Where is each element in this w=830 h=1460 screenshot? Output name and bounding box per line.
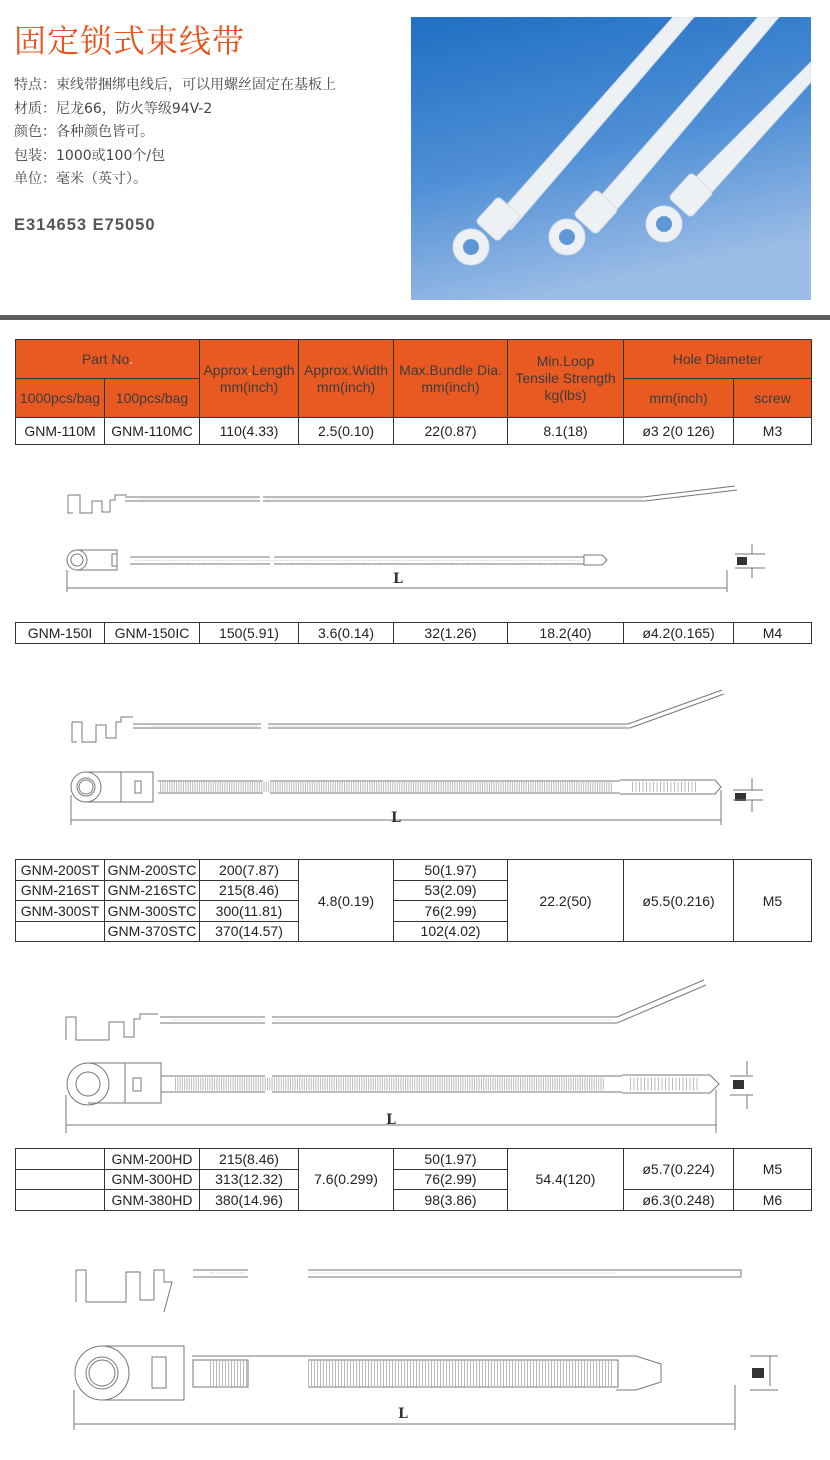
- screw: M5: [734, 1149, 812, 1190]
- spec-table-110: [15, 339, 812, 445]
- length: 200(7.87): [200, 860, 299, 881]
- hole: ø6.3(0.248): [624, 1190, 734, 1211]
- length-label: L: [398, 1406, 408, 1422]
- side-view: [72, 690, 724, 742]
- spec-list: [14, 74, 336, 192]
- length: 215(8.46): [200, 1149, 299, 1170]
- length: 380(14.96): [200, 1190, 299, 1211]
- section-divider: [0, 315, 830, 320]
- tensile: 54.4(120): [508, 1149, 624, 1211]
- length: 300(11.81): [200, 901, 299, 922]
- width: 7.6(0.299): [299, 1149, 394, 1211]
- side-view: [66, 980, 706, 1040]
- table-row: [16, 623, 812, 644]
- spec-feature: 特点：束线带捆绑电线后，可以用螺丝固定在基板上: [14, 77, 336, 93]
- part-1000: GNM-200ST: [16, 860, 105, 881]
- width: 2.5(0.10): [299, 418, 394, 445]
- part-1000: [16, 921, 105, 942]
- screw: M4: [734, 623, 812, 644]
- bundle: 98(3.86): [394, 1190, 508, 1211]
- spec-table-st: [15, 859, 812, 942]
- drawing-gnm-st: [0, 965, 830, 1140]
- length: 313(12.32): [200, 1169, 299, 1190]
- hole: ø3 2(0 126): [624, 418, 734, 445]
- length: 370(14.57): [200, 921, 299, 942]
- part-100: GNM-200HD: [105, 1149, 200, 1170]
- spec-unit: 单位：毫米（英寸）。: [14, 171, 147, 187]
- width: 4.8(0.19): [299, 860, 394, 942]
- length: 110(4.33): [200, 418, 299, 445]
- part-100: GNM-110MC: [105, 418, 200, 445]
- part-100: GNM-200STC: [105, 860, 200, 881]
- header-width: Approx.Width mm(inch): [299, 340, 394, 418]
- screw: M6: [734, 1190, 812, 1211]
- certification-numbers: E314653 E75050: [14, 216, 156, 234]
- bundle: 76(2.99): [394, 1169, 508, 1190]
- page-title: 固定锁式束线带: [14, 22, 246, 60]
- table-row: [16, 1149, 812, 1170]
- part-100: GNM-216STC: [105, 880, 200, 901]
- screw: M5: [734, 860, 812, 942]
- cable-tie-photo: [411, 17, 811, 300]
- hole: ø5.7(0.224): [624, 1149, 734, 1190]
- tensile: 18.2(40): [508, 623, 624, 644]
- part-1000: GNM-110M: [16, 418, 105, 445]
- table-row: [16, 418, 812, 445]
- hole: ø5.5(0.216): [624, 860, 734, 942]
- header-100pcs: 100pcs/bag: [105, 379, 200, 418]
- part-100: GNM-300HD: [105, 1169, 200, 1190]
- header-tensile: Min.Loop Tensile Strength kg(lbs): [508, 340, 624, 418]
- part-100: GNM-370STC: [105, 921, 200, 942]
- spec-packing: 包装：1000或100个/包: [14, 147, 166, 164]
- side-view: [76, 1270, 741, 1312]
- drawing-gnm-110: [0, 460, 830, 600]
- length: 150(5.91): [200, 623, 299, 644]
- part-1000: [16, 1169, 105, 1190]
- bundle: 76(2.99): [394, 901, 508, 922]
- hole: ø4.2(0.165): [624, 623, 734, 644]
- part-1000: [16, 1149, 105, 1170]
- part-1000: GNM-216ST: [16, 880, 105, 901]
- spec-color: 颜色：各种颜色皆可。: [14, 124, 154, 140]
- length-label: L: [393, 571, 403, 587]
- cross-section-icon: [733, 778, 763, 812]
- width: 3.6(0.14): [299, 623, 394, 644]
- cross-section-icon: [750, 1356, 778, 1390]
- tensile: 8.1(18): [508, 418, 624, 445]
- part-100: GNM-300STC: [105, 901, 200, 922]
- top-view: [71, 772, 721, 802]
- part-1000: GNM-150I: [16, 623, 105, 644]
- table-row: [16, 1190, 812, 1211]
- header-part-no: Part No.: [16, 340, 200, 379]
- top-view: [67, 550, 607, 570]
- spec-material: 材质：尼龙66，防火等级94V-2: [14, 100, 213, 117]
- length-label: L: [391, 810, 401, 826]
- header-hole-diameter: Hole Diameter: [624, 340, 812, 379]
- part-1000: [16, 1190, 105, 1211]
- screw: M3: [734, 418, 812, 445]
- part-100: GNM-150IC: [105, 623, 200, 644]
- header-bundle: Max.Bundle Dia. mm(inch): [394, 340, 508, 418]
- spec-table-hd: [15, 1148, 812, 1211]
- bundle: 32(1.26): [394, 623, 508, 644]
- drawing-gnm-150: [0, 670, 830, 840]
- header-length: Approx.Length mm(inch): [200, 340, 299, 418]
- tensile: 22.2(50): [508, 860, 624, 942]
- top-view: [67, 1063, 719, 1105]
- bundle: 50(1.97): [394, 860, 508, 881]
- drawing-gnm-hd: [0, 1250, 830, 1450]
- product-photo: [411, 17, 811, 300]
- bundle: 22(0.87): [394, 418, 508, 445]
- table-row: [16, 860, 812, 881]
- bundle: 102(4.02): [394, 921, 508, 942]
- part-100: GNM-380HD: [105, 1190, 200, 1211]
- header-hole-mm: mm(inch): [624, 379, 734, 418]
- bundle: 50(1.97): [394, 1149, 508, 1170]
- length-label: L: [386, 1112, 396, 1128]
- part-1000: GNM-300ST: [16, 901, 105, 922]
- cross-section-icon: [730, 1061, 753, 1109]
- spec-table-150: [15, 622, 812, 644]
- side-view: [68, 486, 737, 513]
- header-screw: screw: [734, 379, 812, 418]
- cross-section-icon: [735, 544, 765, 578]
- length: 215(8.46): [200, 880, 299, 901]
- bundle: 53(2.09): [394, 880, 508, 901]
- header-1000pcs: 1000pcs/bag: [16, 379, 105, 418]
